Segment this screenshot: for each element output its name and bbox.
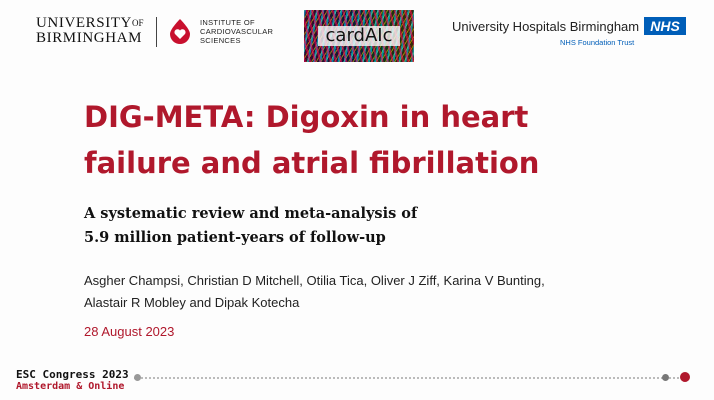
uhb-trust: NHS Foundation Trust bbox=[560, 38, 635, 47]
uob-line1: UNIVERSITY bbox=[36, 15, 132, 31]
title-line2: failure and atrial fibrillation bbox=[84, 146, 540, 180]
cardaic-logo bbox=[304, 10, 414, 62]
ics-line3: SCIENCES bbox=[200, 35, 241, 45]
uhb-name: University Hospitals Birmingham bbox=[452, 19, 640, 34]
institute-cardiovascular-sciences-logo bbox=[166, 15, 273, 47]
slide-subtitle bbox=[84, 202, 604, 250]
uob-of: OF bbox=[132, 18, 144, 28]
ics-line1: INSTITUTE OF bbox=[200, 17, 255, 27]
heart-drop-icon bbox=[166, 17, 194, 45]
university-of-birmingham-logo bbox=[36, 16, 148, 46]
authors bbox=[84, 270, 644, 314]
uob-line2: BIRMINGHAM bbox=[36, 30, 143, 46]
logo-divider bbox=[156, 17, 157, 47]
timeline-end-dot bbox=[680, 372, 690, 382]
cardaic-label: cardAIc bbox=[318, 26, 400, 46]
footer-timeline bbox=[134, 376, 686, 379]
esc-congress-name: ESC Congress 2023 bbox=[16, 368, 129, 381]
timeline-dotted-line bbox=[134, 377, 686, 379]
esc-congress-logo bbox=[16, 369, 129, 393]
subtitle-line1: A systematic review and meta-analysis of bbox=[84, 205, 418, 222]
timeline-start-dot bbox=[134, 374, 141, 381]
slide-title bbox=[84, 94, 604, 186]
authors-line2: Alastair R Mobley and Dipak Kotecha bbox=[84, 295, 300, 310]
title-line1: DIG-META: Digoxin in heart bbox=[84, 100, 529, 134]
nhs-logo: NHS bbox=[644, 17, 686, 35]
authors-line1: Asgher Champsi, Christian D Mitchell, Otilia Tica, Oliver J Ziff, Karina V Bunting, bbox=[84, 273, 545, 288]
ics-line2: CARDIOVASCULAR bbox=[200, 26, 274, 36]
timeline-mid-dot bbox=[662, 374, 669, 381]
esc-congress-location: Amsterdam & Online bbox=[16, 381, 125, 392]
subtitle-line2: 5.9 million patient-years of follow-up bbox=[84, 229, 386, 246]
presentation-date: 28 August 2023 bbox=[84, 324, 175, 339]
